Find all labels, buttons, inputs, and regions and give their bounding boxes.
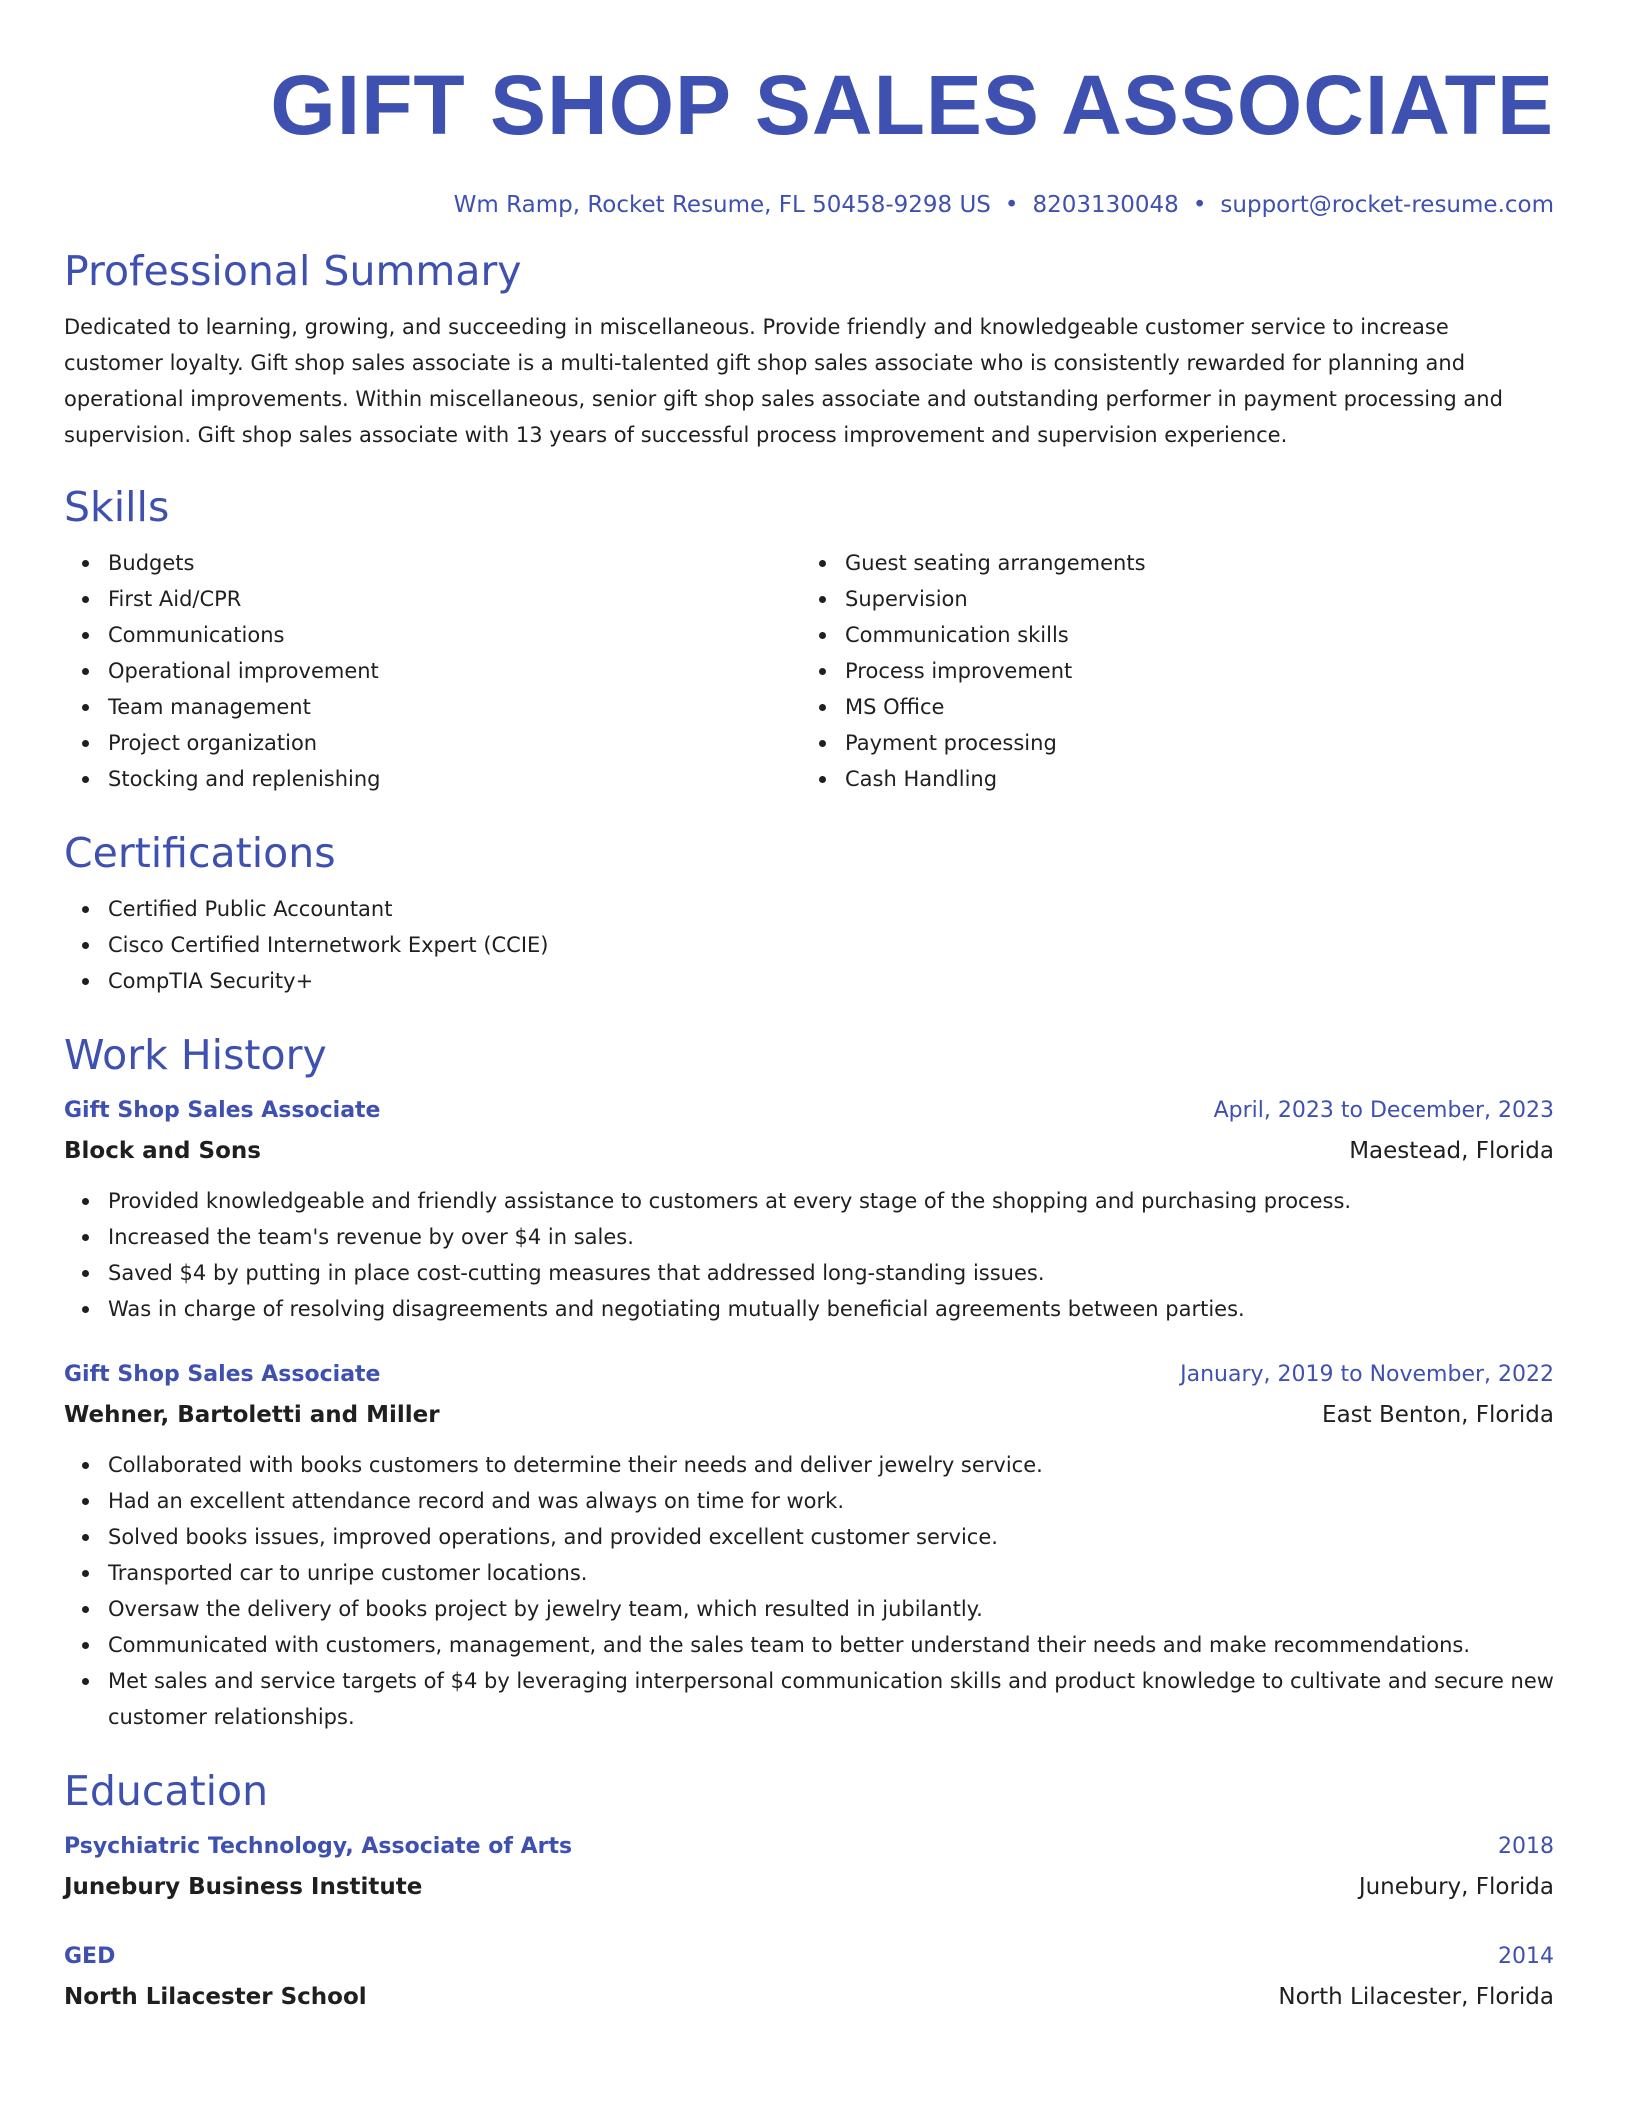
candidate-title: GIFT SHOP SALES ASSOCIATE [270, 58, 1554, 152]
skill-item: Communication skills [845, 617, 1538, 653]
job-bullet: Increased the team's revenue by over $4 in sales. [108, 1219, 1554, 1255]
contact-separator: • [1004, 192, 1019, 218]
skill-item: Guest seating arrangements [845, 545, 1538, 581]
job-bullets [64, 1183, 1554, 1327]
skill-item: Team management [108, 689, 801, 725]
skill-item: Budgets [108, 545, 801, 581]
contact-phone: 8203130048 [1032, 192, 1179, 218]
job-bullet: Oversaw the delivery of books project by jewelry team, which resulted in jubilantly. [108, 1591, 1554, 1627]
job-bullet: Solved books issues, improved operations, and provided excellent customer service. [108, 1519, 1554, 1555]
section-title-education: Education [64, 1767, 269, 1815]
skills-section [64, 481, 1554, 797]
summary-text: Dedicated to learning, growing, and succeeding in miscellaneous. Provide friendly and knowledgeable customer service to increase customer loyalty. Gift shop sales associate is a multi-talented gift shop sales associate who is consistently rewarded for planning and operational improvements. Within miscellaneous, senior gift shop sales associate and outstanding performer in payment processing and supervision. Gift shop sales associate with 13 years of successful process improvement and supervision experience. [64, 315, 1503, 447]
education-entry [64, 1827, 1554, 1907]
job-dates: April, 2023 to December, 2023 [1213, 1098, 1554, 1123]
contact-address: Wm Ramp, Rocket Resume, FL 50458-9298 US [453, 192, 991, 218]
job-title: Gift Shop Sales Associate [64, 1362, 381, 1387]
contact-email: support@rocket-resume.com [1220, 192, 1554, 218]
skill-item: Supervision [845, 581, 1538, 617]
section-title-certifications: Certifications [64, 829, 336, 877]
job-bullet: Saved $4 by putting in place cost-cutting measures that addressed long-standing issues. [108, 1255, 1554, 1291]
contact-line [64, 189, 1554, 221]
job-company-row [64, 1395, 1554, 1435]
education-location: North Lilacester, Florida [1278, 1984, 1554, 2010]
job-location: Maestead, Florida [1349, 1138, 1554, 1164]
certifications-section [64, 827, 1554, 999]
contact-separator: • [1192, 192, 1207, 218]
skills-grid [64, 545, 1554, 797]
education-year: 2014 [1498, 1944, 1554, 1969]
skill-item: Operational improvement [108, 653, 801, 689]
education-school-row [64, 1977, 1554, 2017]
certification-item: CompTIA Security+ [108, 963, 1554, 999]
section-title-work-history: Work History [64, 1031, 327, 1079]
job-location: East Benton, Florida [1322, 1402, 1554, 1428]
job-company: Wehner, Bartoletti and Miller [64, 1402, 440, 1428]
job-bullet: Provided knowledgeable and friendly assistance to customers at every stage of the shopping and purchasing process. [108, 1183, 1554, 1219]
education-degree: GED [64, 1944, 116, 1969]
job-entry [64, 1355, 1554, 1735]
summary-section [64, 245, 1554, 453]
education-year: 2018 [1498, 1834, 1554, 1859]
job-company: Block and Sons [64, 1138, 261, 1164]
job-company-row [64, 1131, 1554, 1171]
job-bullet: Met sales and service targets of $4 by leveraging interpersonal communication skills and product knowledge to cultivate and secure new customer relationships. [108, 1663, 1554, 1735]
education-location: Junebury, Florida [1358, 1874, 1554, 1900]
education-school-row [64, 1867, 1554, 1907]
skill-item: Cash Handling [845, 761, 1538, 797]
job-dates: January, 2019 to November, 2022 [1180, 1362, 1554, 1387]
education-header-row [64, 1827, 1554, 1867]
section-title-summary: Professional Summary [64, 247, 522, 295]
skill-item: First Aid/CPR [108, 581, 801, 617]
skill-item: Communications [108, 617, 801, 653]
job-header-row [64, 1355, 1554, 1395]
education-section [64, 1765, 1554, 2017]
education-entry [64, 1937, 1554, 2017]
education-header-row [64, 1937, 1554, 1977]
skill-item: MS Office [845, 689, 1538, 725]
skills-column-left [64, 545, 801, 797]
job-bullet: Collaborated with books customers to determine their needs and deliver jewelry service. [108, 1447, 1554, 1483]
education-school: Junebury Business Institute [64, 1874, 423, 1900]
resume-header [64, 0, 1554, 221]
skills-column-right [801, 545, 1538, 797]
skill-item: Process improvement [845, 653, 1538, 689]
job-bullet: Was in charge of resolving disagreements and negotiating mutually beneficial agreements between parties. [108, 1291, 1554, 1327]
job-title: Gift Shop Sales Associate [64, 1098, 381, 1123]
job-entry [64, 1091, 1554, 1327]
work-history-section [64, 1029, 1554, 1735]
skill-item: Stocking and replenishing [108, 761, 801, 797]
job-bullet: Transported car to unripe customer locations. [108, 1555, 1554, 1591]
skill-item: Project organization [108, 725, 801, 761]
certification-item: Certified Public Accountant [108, 891, 1554, 927]
resume-page [64, 0, 1554, 2017]
certification-item: Cisco Certified Internetwork Expert (CCIE) [108, 927, 1554, 963]
job-bullet: Had an excellent attendance record and was always on time for work. [108, 1483, 1554, 1519]
section-title-skills: Skills [64, 483, 170, 531]
job-header-row [64, 1091, 1554, 1131]
education-degree: Psychiatric Technology, Associate of Arts [64, 1834, 573, 1859]
skill-item: Payment processing [845, 725, 1538, 761]
job-bullets [64, 1447, 1554, 1735]
job-bullet: Communicated with customers, management, and the sales team to better understand their needs and make recommendations. [108, 1627, 1554, 1663]
certifications-list [64, 891, 1554, 999]
education-school: North Lilacester School [64, 1984, 367, 2010]
